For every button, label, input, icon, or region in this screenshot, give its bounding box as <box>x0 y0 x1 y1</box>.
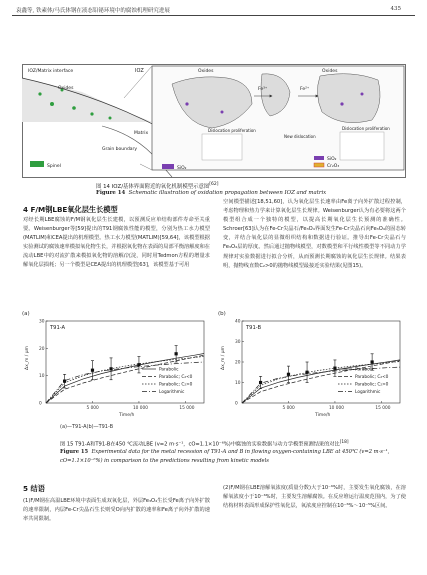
legend-label: Logarithmic <box>355 390 381 396</box>
y-axis-label: Δx_m / μm <box>221 346 226 370</box>
dislocation-box-1 <box>202 134 242 160</box>
section-5-heading: 5 结语 <box>23 484 45 493</box>
spinel-label: Spinel <box>47 164 61 169</box>
plot-title: T91-A <box>50 325 66 331</box>
x-tick-label: 5 000 <box>282 406 295 411</box>
figure-14-schematic <box>22 64 406 178</box>
y-tick-label: 20 <box>39 346 45 352</box>
legend-label: Parabolic <box>159 367 179 373</box>
legend-label: Parabolic; C₂<0 <box>159 375 193 381</box>
oxides-left-label: Oxides <box>58 86 74 91</box>
header-page-number: 435 <box>390 6 401 12</box>
y-tick-label: 20 <box>235 360 241 366</box>
data-point <box>287 373 290 376</box>
fe2-label: Fe²⁺ <box>300 87 310 92</box>
oxides-right-label: Oxides <box>322 69 338 74</box>
data-point <box>91 369 94 372</box>
section-5-left-paragraph: (1)F/M钢在高温LBE环境中表面生成双氧化层，外层Fe₃O₄生长受Fe离子向外扩散的速率限制，内层Fe-Cr尖晶石生长则受O向内扩散的速率和Fe离子向外扩散的速率共同限制。 <box>23 498 210 523</box>
y-tick-label: 40 <box>235 319 241 325</box>
section-5-right-paragraph: (2)F/M钢在LBE溶解氧浓度(质量分数)大于10⁻⁶%时，主要发生氧化腐蚀，在溶解氧浓度小于10⁻⁶%时，主要发生溶解腐蚀。在反应堆运行温度范围内，为了使结构材料表面形成保护性氧化层，氧浓度应控制在10⁻⁶%～10⁻⁵%区间。 <box>223 485 406 510</box>
x-tick-label: 15 000 <box>375 406 391 411</box>
y-tick-label: 0 <box>39 401 42 407</box>
legend-label: Parabolic <box>355 367 375 373</box>
fig15-panel-b-tag: (b) <box>218 311 226 317</box>
fig14-caption-cn: 图 14 IOZ/基体界面附近的氧化机制模型示意图[62] <box>96 182 219 190</box>
legend-label: Logarithmic <box>159 390 185 396</box>
fig15-panel-a <box>22 315 210 423</box>
x-axis-label: Time/h <box>119 413 135 418</box>
section-4-left-paragraph: 对经长期LBE腐蚀的F/M钢氧化层生长建模，以预测反应单结构部件寿命至关重要。Weisenburger等[59]提出的T91钢腐蚀性能的模型，分别为热工水力模型(MATLIM)和CEA提出的机理模型。热工水力模型(MATLIM)[59,64]，该模型根据实验测试的腐蚀速率模拟氧化物生长，并根据氧化物在表面的局部平衡溶解度和在流动LBE中的对流扩散来模拟氧化物的溶解/沉淀，同时用Tedmon方程的增量求解氧化层损耗；另一个模型是CEA提出的机理模型[63]，该模型基于可用 <box>23 217 210 269</box>
legend-sio2-swatch <box>314 156 324 160</box>
legend-label: Parabolic; C₂>0 <box>355 382 389 388</box>
y-tick-label: 10 <box>235 381 241 386</box>
legend-label: Parabolic; C₂<0 <box>355 375 389 381</box>
header-rule <box>12 15 415 16</box>
sio2-label: SiO₂ <box>177 166 187 171</box>
fig15-caption-cn: 图 15 T91-A和T91-B在450 ℃流动LBE (v=2 m·s⁻¹，cO=1.1×10⁻⁶%)中腐蚀的实验数据与动力学模型预测结果的对比[18] <box>60 440 349 448</box>
legend-sio2-label: SiO₂ <box>327 157 337 162</box>
data-point <box>305 371 308 374</box>
iox-label: IOZ/Matrix interface <box>28 69 74 74</box>
y-tick-label: 30 <box>39 319 45 325</box>
y-axis-label: Δx_m / μm <box>25 346 30 370</box>
x-axis-label: Time/h <box>315 413 331 418</box>
data-point <box>333 367 336 370</box>
data-point <box>371 360 374 363</box>
x-tick-label: 10 000 <box>132 406 148 411</box>
new-dislocation-label: New dislocation <box>284 134 316 139</box>
fig15-panel-legend-line: (a)—T91-A(b)—T91-B <box>60 424 114 430</box>
data-point <box>63 380 66 383</box>
fig15-panel-b <box>218 315 406 423</box>
oxide-blob-right <box>317 74 380 123</box>
ioz-label: IOZ <box>135 68 144 74</box>
section-4-right-paragraph: 空间模型描述[18,51,60]，认为氧化层生长速率由Fe离子向外扩散过程控制，考虑物理和热力学来计算氧化层生长规律。Weisenburger认为有必要将这两个模型组合成一个独特的模型，以提高长期氧化层生长预测的准确性。Schroer[63]认为在Fe-Cr尖晶石/Fe₃O₄界面发生Fe-Cr尖晶石向Fe₃O₄的固态转变，并结合氧化层的显微组织结构和数据进行验证。推导出Fe-Cr尖晶石与Fe₃O₄层的厚度。然后通过抛物线模型，对数模型和平行线性模型等不同动力学规律对实验数据进行拟合分析，从而预测长期腐蚀的氧化层生长规律。结果表明，抛物线直数C₂>0的抛物线模型最接近实验结果(见图15)。 <box>223 199 406 269</box>
x-tick-label: 5 000 <box>86 406 99 411</box>
dislocation-1-label: Dislocation proliferation <box>208 128 256 133</box>
x-tick-label: 10 000 <box>328 406 344 411</box>
legend-label: Parabolic; C₂>0 <box>159 382 193 388</box>
spinel-swatch <box>30 161 44 167</box>
fe3-label: Fe³⁺ <box>258 87 268 92</box>
data-point <box>175 352 178 355</box>
fig15-panel-a-tag: (a) <box>22 311 30 317</box>
y-tick-label: 30 <box>235 340 241 345</box>
section-4-heading: 4 F/M钢LBE氧化层生长模型 <box>23 205 118 214</box>
fig15-caption-en: Figure 15 Experimental data for the metal recession of T91-A and B in flowing oxygen-containing LBE at 450℃ (v=2 m·s⁻¹, cO=1.1×10⁻⁶%) in comparison to the predictions resulting from kinetic models <box>60 449 390 464</box>
data-point <box>109 367 112 370</box>
x-tick-label: 15 000 <box>179 406 195 411</box>
grain-boundary-label: Grain boundary <box>102 147 138 152</box>
data-point <box>259 381 262 384</box>
matrix-label: Matrix <box>134 131 149 136</box>
data-point <box>137 363 140 366</box>
header-authors: 袁鑫等, 铁素体/马氏体钢在液态铅铋环境中的腐蚀机理研究进展 <box>16 8 170 14</box>
legend-cr2o3-label: Cr₂O₃ <box>327 164 340 169</box>
dislocation-box-2 <box>340 132 384 160</box>
y-tick-label: 0 <box>235 401 238 407</box>
fig14-caption-en: Figure 14 Schematic illustration of oxidation propagation between IOZ and matrix <box>96 190 327 196</box>
legend-cr2o3-swatch <box>314 163 324 167</box>
dislocation-2-label: Dislocation proliferation <box>342 126 390 131</box>
y-tick-label: 10 <box>39 374 45 380</box>
oxides-mid-label: Oxides <box>198 69 214 74</box>
sio2-swatch <box>162 164 174 169</box>
plot-title: T91-B <box>246 325 262 331</box>
